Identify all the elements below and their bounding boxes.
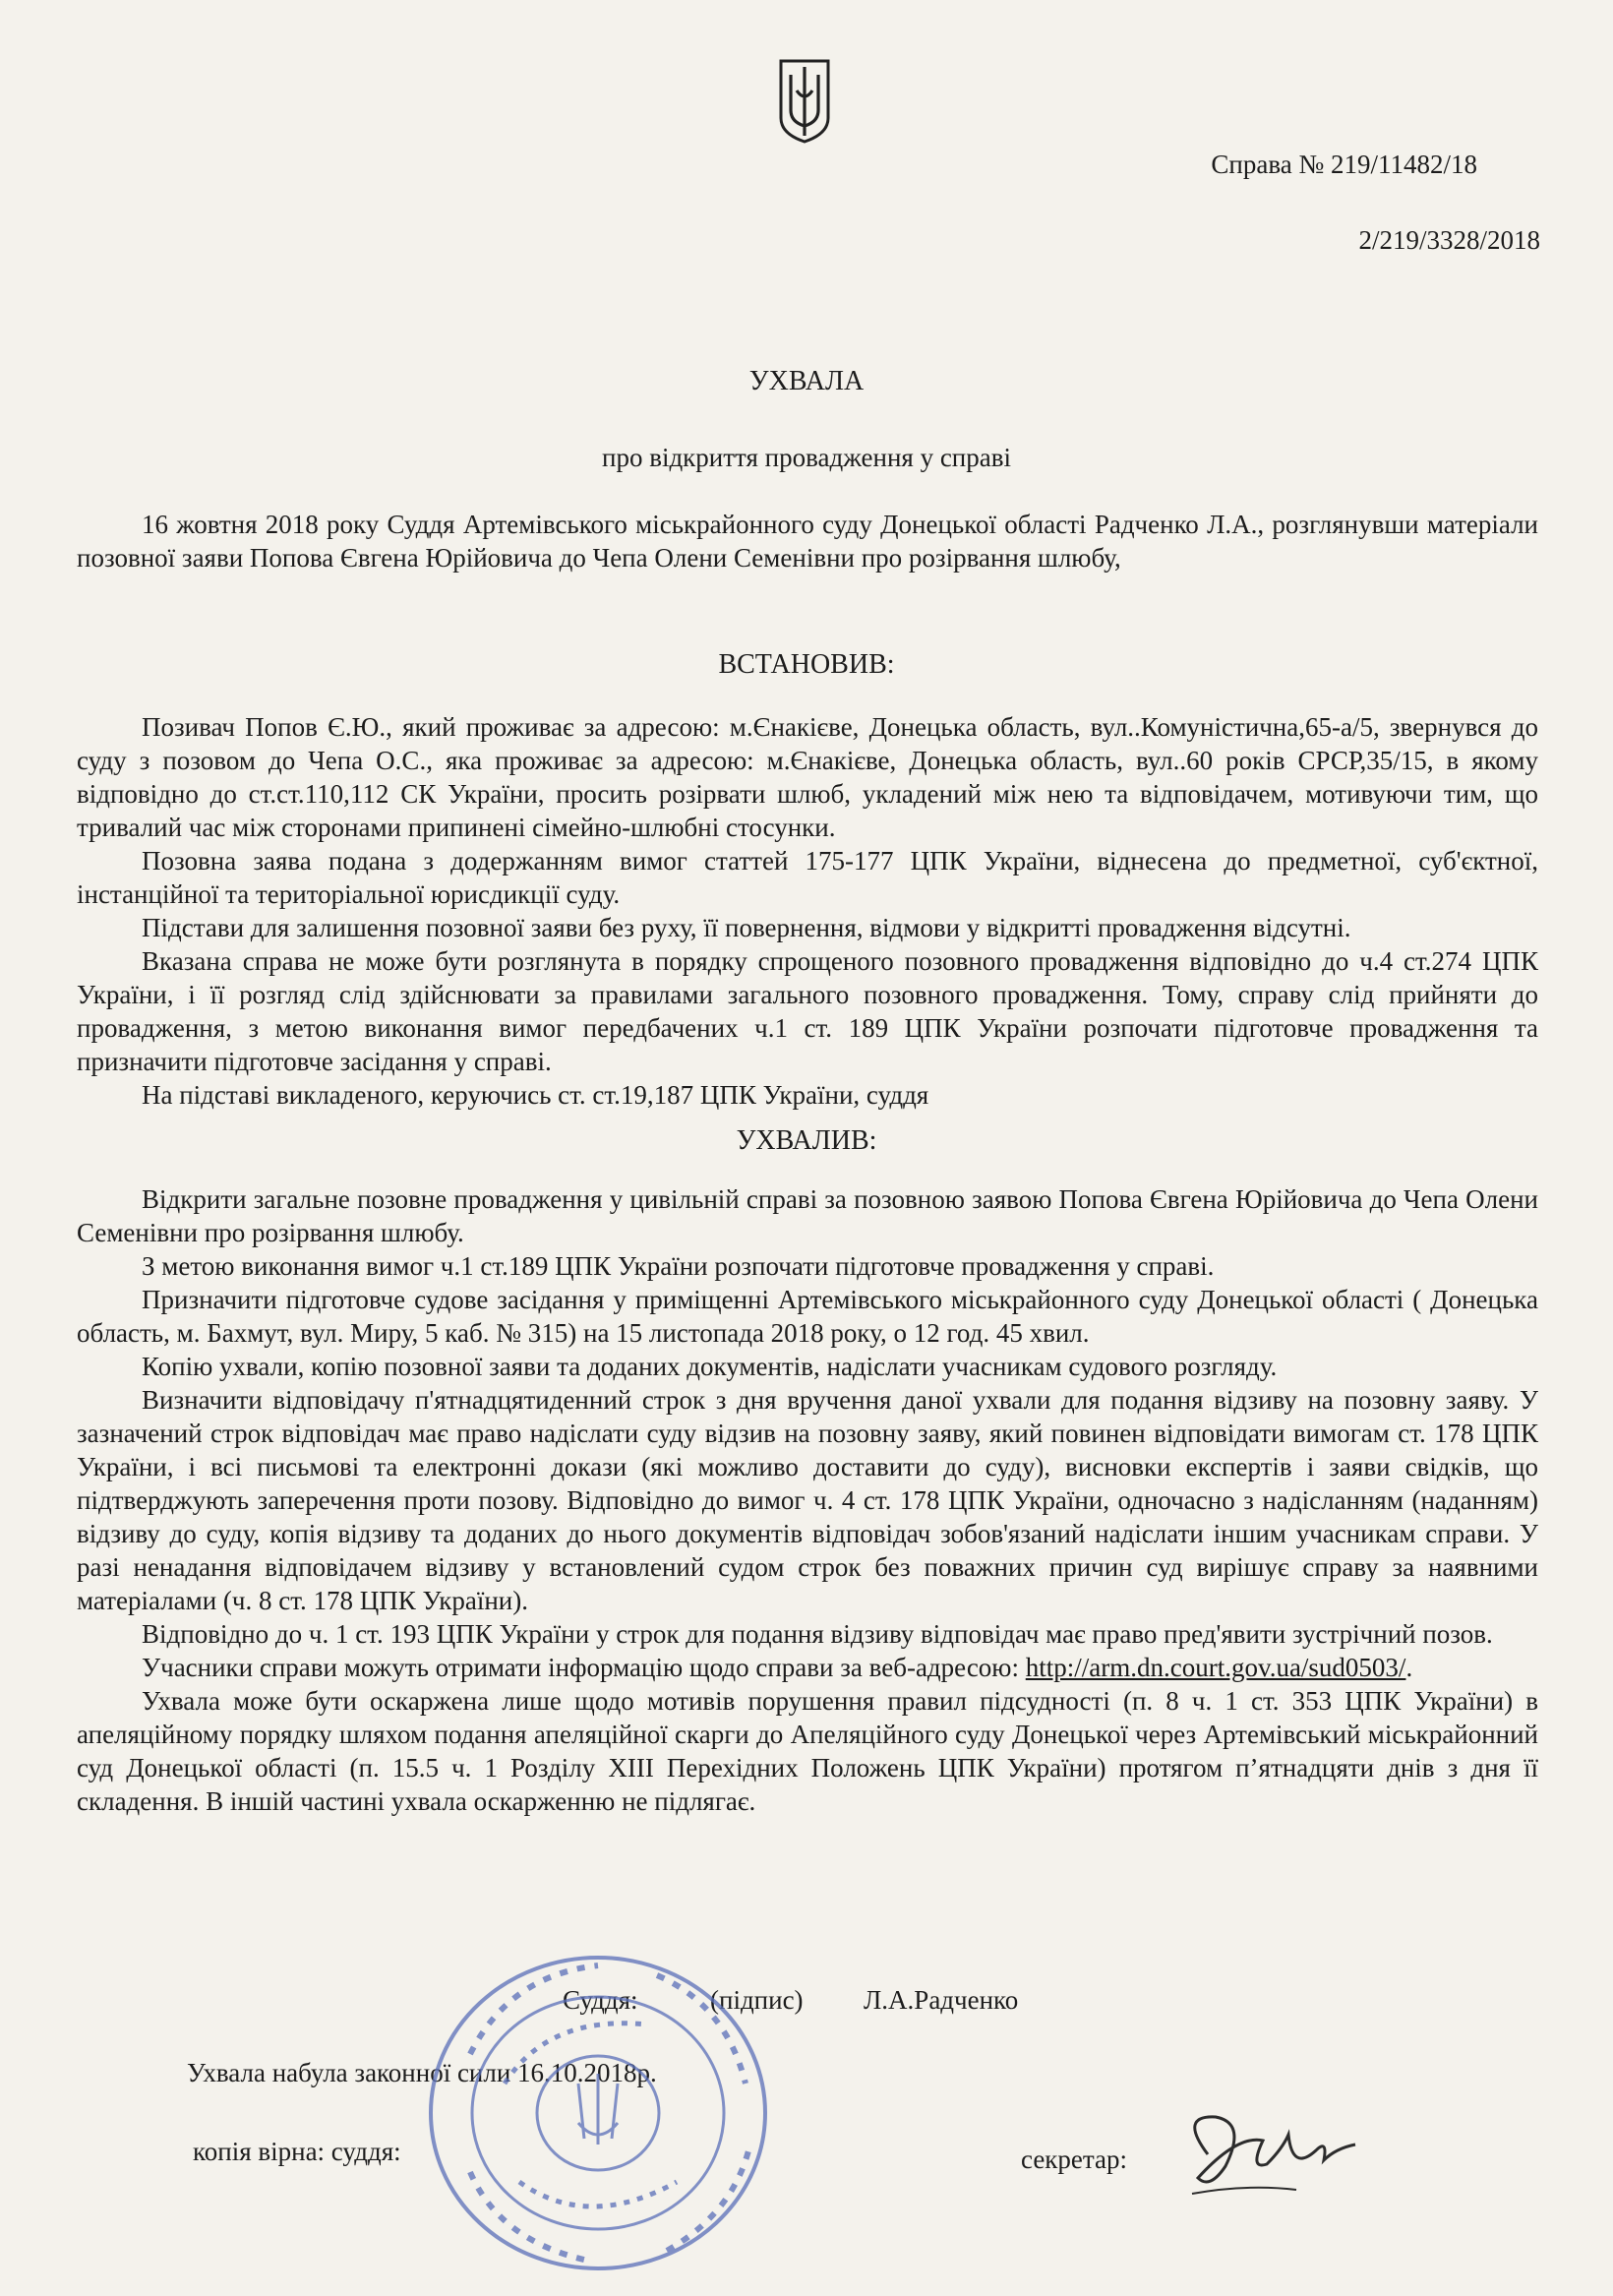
judge-name: Л.А.Радченко <box>864 1985 1019 2015</box>
intro-paragraph: 16 жовтня 2018 року Суддя Артемівського міськрайонного суду Донецької області Радченко Л.А., розглянувши матеріали позовної заяви Попова Євгена Юрійовича до Чепа Олени Семенівни про розірвання шлюбу, <box>77 510 1538 573</box>
secretary-label: секретар: <box>1021 2145 1128 2174</box>
appeal-paragraph: Ухвала може бути оскаржена лише щодо мотивів порушення правил підсудності (п. 8 ч. 1 ст. 353 ЦПК України) в апеляційному порядку шляхом подання апеляційної скарги до Апеляційного суду Донецької через Артемівський міськрайонний суд Донецької області (п. 15.5 ч. 1 Розділу XIII Перехідних Положень ЦПК України) протягом п’ятнадцяти днів з дня її складення. В іншій частині ухвала оскарженню не підлягає. <box>77 1686 1538 1816</box>
document-subtitle: про відкриття провадження у справі <box>602 443 1011 472</box>
copy-certification-label: копія вірна: суддя: <box>193 2137 401 2166</box>
decided-heading: УХВАЛИВ: <box>736 1125 877 1156</box>
effect-note: Ухвала набула законної сили 16.10.2018р. <box>187 2058 657 2087</box>
established-section <box>77 710 1538 1112</box>
established-paragraph: На підставі викладеного, керуючись ст. ст.19,187 ЦПК України, суддя <box>142 1080 929 1110</box>
web-info-suffix: . <box>1405 1653 1413 1682</box>
decided-paragraph: Відкрити загальне позовне провадження у цивільній справі за позовною заявою Попова Євгена Юрійовича до Чепа Олени Семенівни про розірвання шлюбу. <box>77 1184 1538 1247</box>
signed-mark: (підпис) <box>710 1985 804 2015</box>
decided-paragraph: Визначити відповідачу п'ятнадцятиденний строк з дня вручення даної ухвали для подання відзиву на позовну заяву. У зазначений строк відповідач має право надіслати суду відзив на позовну заяву, який повинен відповідати вимогам ст. 178 ЦПК України, і всі письмові та електронні докази (які можливо доставити до суду), висновки експертів і заяви свідків, що підтверджують заперечення проти позову. Відповідно до вимог ч. 4 ст. 178 ЦПК України, одночасно з надісланням (наданням) відзиву до суду, копія відзиву та доданих до нього документів відповідач зобов'язаний надіслати іншим учасникам справи. У разі ненадання відповідачем відзиву у встановлений судом строк без поважних причин суд вирішує справу за наявними матеріалами (ч. 8 ст. 178 ЦПК України). <box>77 1385 1538 1615</box>
case-number: Справа № 219/11482/18 <box>1211 150 1477 179</box>
established-paragraph: Позивач Попов Є.Ю., який проживає за адресою: м.Єнакієве, Донецька область, вул..Комуністична,65-а/5, звернувся до суду з позовом до Чепа О.С., яка проживає за адресою: м.Єнакієве, Донецька область, вул..60 років СРСР,35/15, в якому відповідно до ст.ст.110,112 СК України, просить розірвати шлюб, укладений між нею та відповідачем, мотивуючи тим, що тривалий час між сторонами припинені сімейно-шлюбні стосунки. <box>77 712 1538 842</box>
decided-paragraph: Відповідно до ч. 1 ст. 193 ЦПК України у строк для подання відзиву відповідач має право пред'явити зустрічний позов. <box>142 1619 1493 1649</box>
registration-number: 2/219/3328/2018 <box>1358 225 1540 255</box>
judge-label: Суддя: <box>563 1985 638 2015</box>
decided-paragraph: З метою виконання вимог ч.1 ст.189 ЦПК України розпочати підготовче провадження у справі. <box>142 1251 1215 1281</box>
decided-paragraph: Копію ухвали, копію позовної заяви та доданих документів, надіслати учасникам судового розгляду. <box>142 1352 1278 1381</box>
established-heading: ВСТАНОВИВ: <box>718 649 895 680</box>
established-paragraph: Підстави для залишення позовної заяви без руху, її повернення, відмови у відкритті провадження відсутні. <box>142 913 1351 942</box>
handwritten-signature-icon <box>1168 2095 1365 2204</box>
web-info-paragraph <box>77 1651 1538 1684</box>
court-seal-stamp-icon <box>411 1936 785 2290</box>
decided-section <box>77 1182 1538 1818</box>
established-paragraph: Вказана справа не може бути розглянута в порядку спрощеного позовного провадження відповідно до ч.4 ст.274 ЦПК України, і її розгляд слід здійснювати за правилами загального позовного провадження. Тому, справу слід прийняти до провадження, з метою виконання вимог передбачених ч.1 ст. 189 ЦПК України розпочати підготовче провадження та призначити підготовче засідання у справі. <box>77 946 1538 1076</box>
court-website-link[interactable]: http://arm.dn.court.gov.ua/sud0503/ <box>1025 1653 1406 1682</box>
established-paragraph: Позовна заява подана з додержанням вимог статтей 175-177 ЦПК України, віднесена до предметної, суб'єктної, інстанційної та територіальної юрисдикції суду. <box>77 846 1538 909</box>
decided-paragraph: Призначити підготовче судове засідання у приміщенні Артемівського міськрайонного суду Донецької області ( Донецька область, м. Бахмут, вул. Миру, 5 каб. № 315) на 15 листопада 2018 року, о 12 год. 45 хвил. <box>77 1285 1538 1348</box>
trident-emblem-icon <box>777 57 832 146</box>
document-title: УХВАЛА <box>748 366 865 396</box>
intro-section <box>77 508 1538 574</box>
web-info-text: Учасники справи можуть отримати інформацію щодо справи за веб-адресою: <box>142 1653 1019 1682</box>
